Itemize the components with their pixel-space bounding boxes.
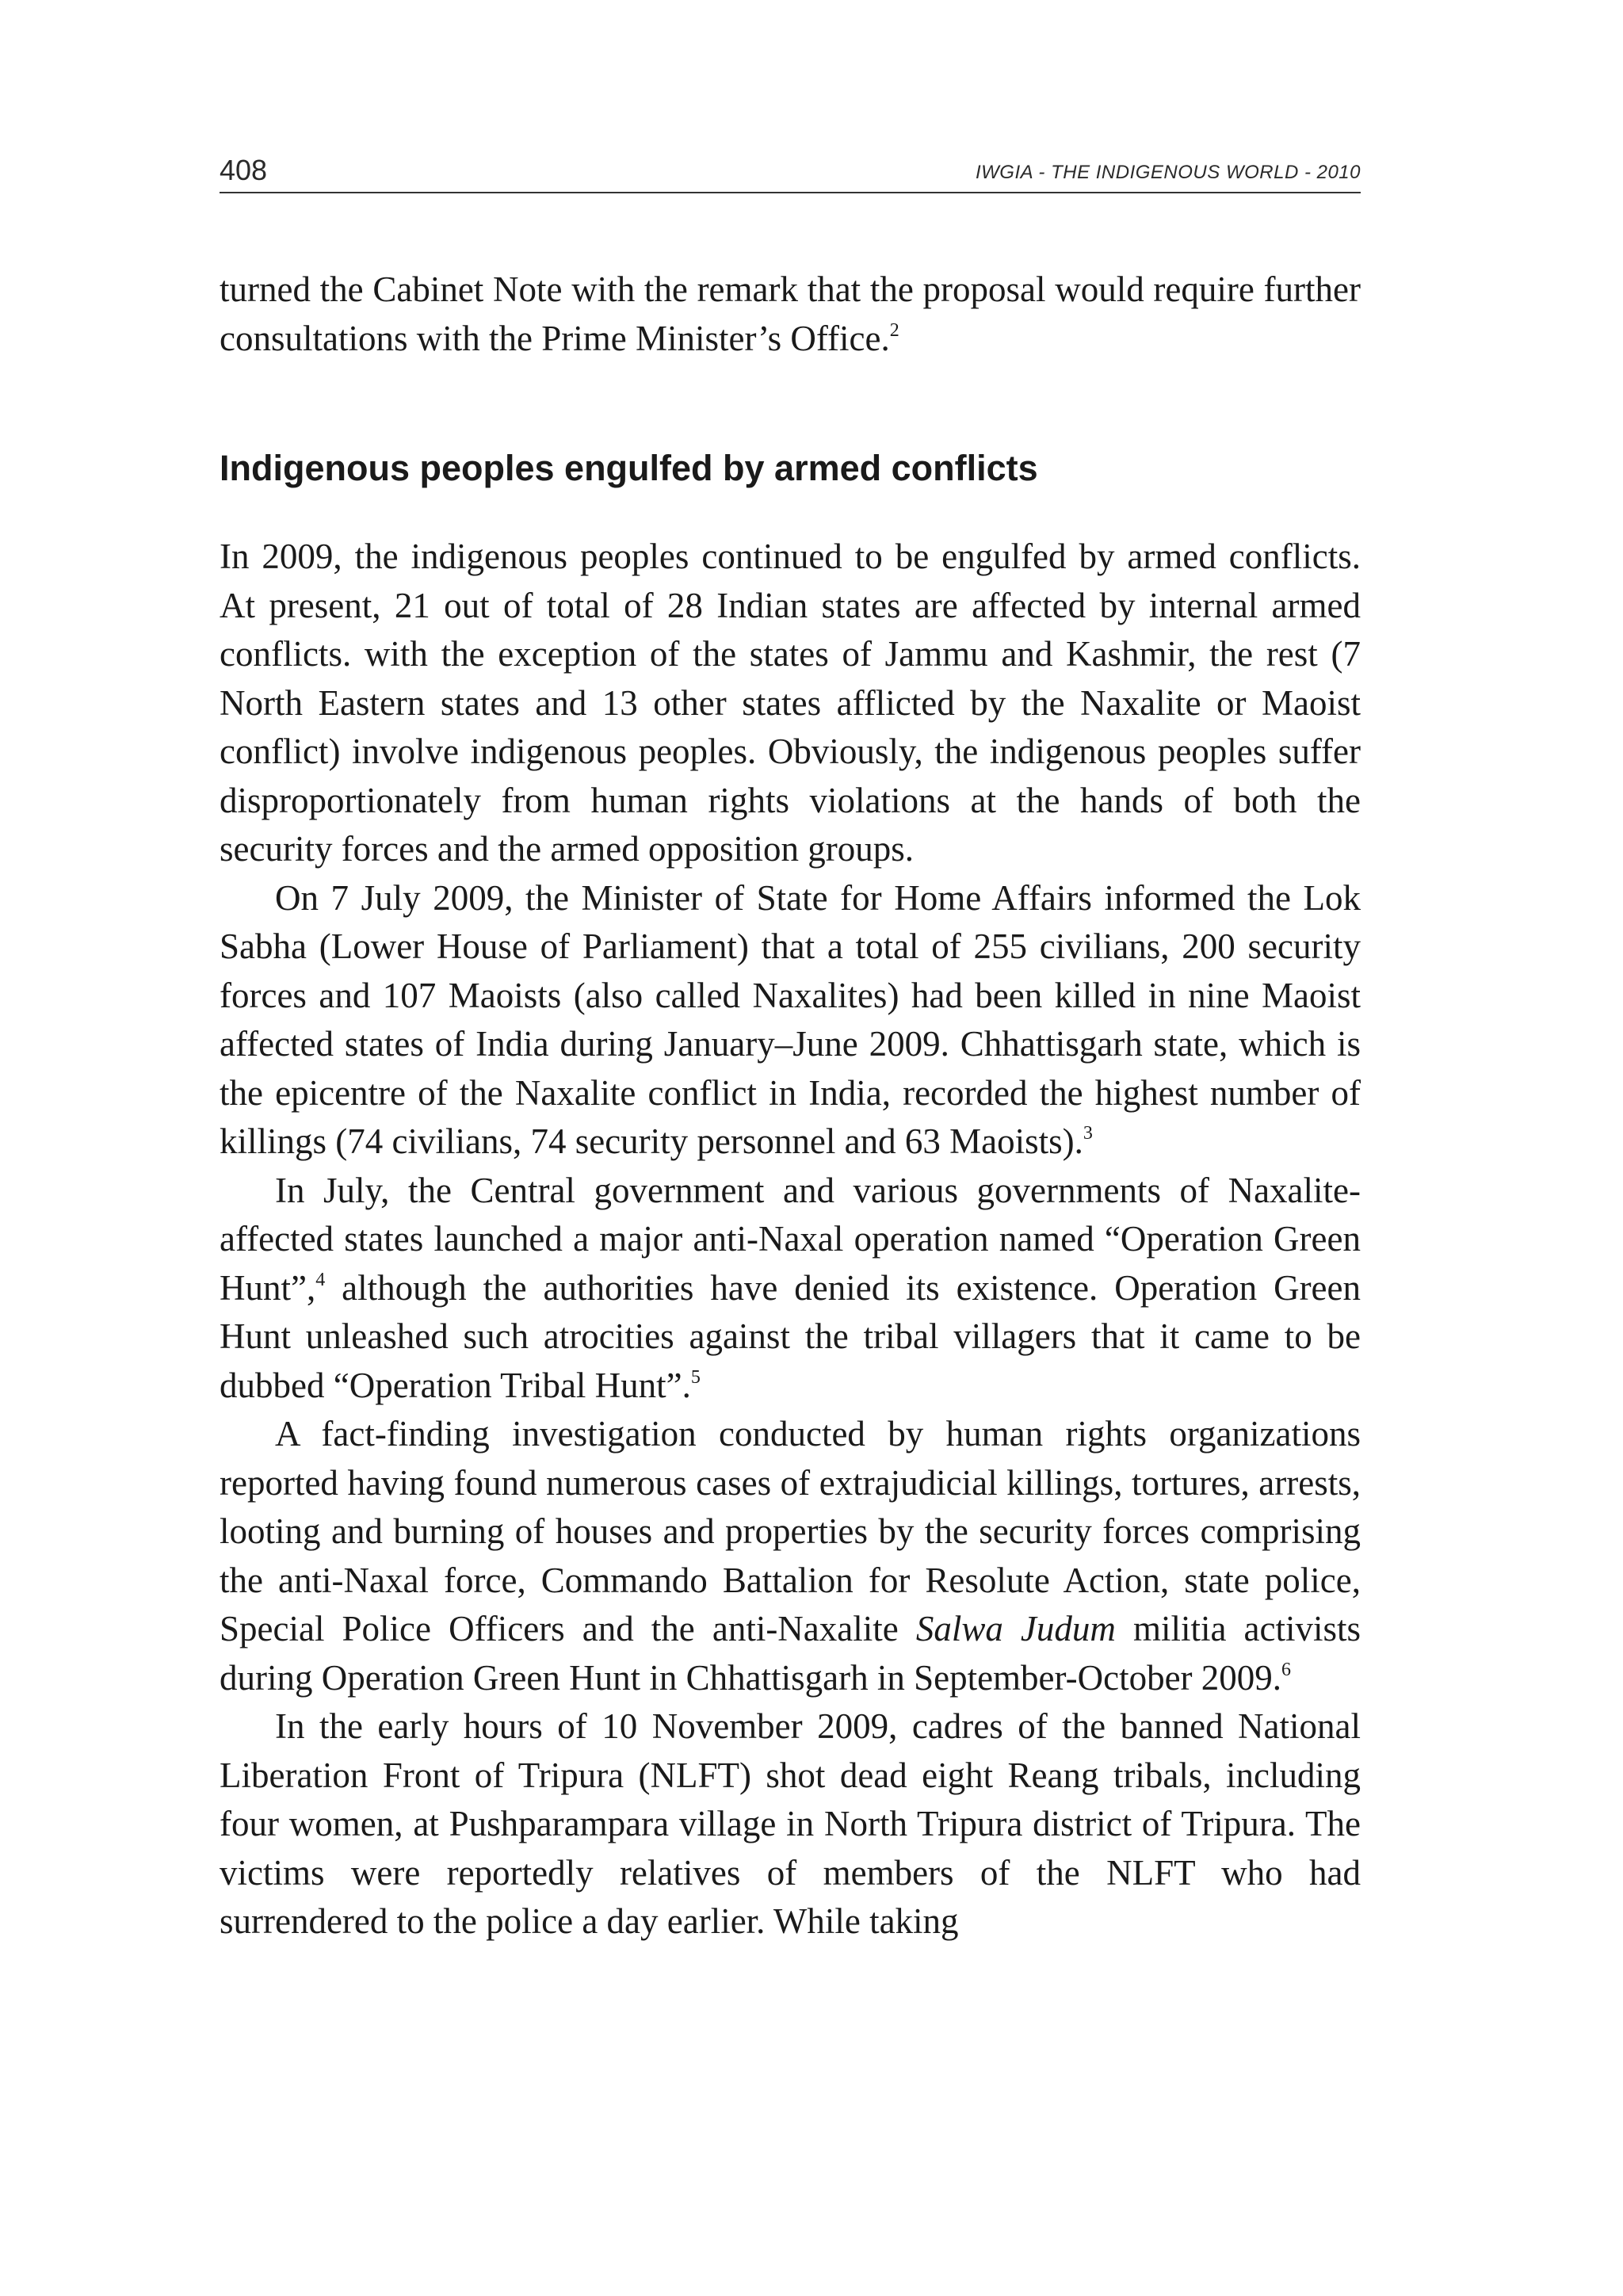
paragraph-4-text-b: militia activists during Operation Green Hunt in Chhattisgarh in September-October 2009. <box>220 1609 1361 1698</box>
paragraph-2 <box>220 874 1361 1167</box>
page-header <box>220 151 1361 193</box>
footnote-ref-4: 4 <box>315 1269 326 1290</box>
paragraph-3-text-b: although the authorities have denied its existence. Operation Green Hunt unleashed such atrocities against the tribal villagers that it came to be dubbed “Operation Tribal Hunt”. <box>220 1267 1361 1405</box>
paragraph-4 <box>220 1410 1361 1702</box>
section-heading: Indigenous peoples engulfed by armed conflicts <box>220 448 1038 488</box>
book-page <box>220 151 1361 1946</box>
footnote-ref-6: 6 <box>1281 1659 1292 1680</box>
paragraph-4-text-a: A fact-finding investigation conducted by human rights organizations reported having found numerous cases of extrajudicial killings, tortures, arrests, looting and burning of houses and properties by the security forces comprising the anti-Naxal force, Commando Battalion for Resolute Action, state police, Special Police Officers and the anti-Naxalite <box>220 1414 1361 1648</box>
paragraph-4-italic-term: Salwa Judum <box>915 1609 1116 1648</box>
running-head: IWGIA - THE INDIGENOUS WORLD - 2010 <box>975 162 1361 183</box>
page-number: 408 <box>220 154 268 186</box>
footnote-ref-5: 5 <box>690 1366 701 1388</box>
paragraph-2-text: On 7 July 2009, the Minister of State for Home Affairs informed the Lok Sabha (Lower House of Parliament) that a total of 255 civilians, 200 security forces and 107 Maoists (also called Naxalites) had been killed in nine Maoist affected states of India during January–June 2009. Chhattisgarh state, which is the epicentre of the Naxalite conflict in India, recorded the highest number of killings (74 civilians, 74 security personnel and 63 Maoists). <box>220 877 1361 1161</box>
paragraph-3 <box>220 1167 1361 1411</box>
continuation-text: turned the Cabinet Note with the remark that the proposal would require further consultations with the Prime Minister’s Office. <box>220 269 1361 358</box>
paragraph-5-text: In the early hours of 10 November 2009, cadres of the banned National Liberation Front of Tripura (NLFT) shot dead eight Reang tribals, including four women, at Pushparampara village in North Tripura district of Tripura. The victims were reportedly relatives of members of the NLFT who had surrendered to the police a day earlier. While taking <box>220 1706 1361 1941</box>
paragraph-1-text: In 2009, the indigenous peoples continued to be engulfed by armed conflicts. At present, 21 out of total of 28 Indian states are affected by internal armed conflicts. with the exception of the states of Jammu and Kashmir, the rest (7 North Eastern states and 13 other states afflicted by the Naxalite or Maoist conflict) involve indigenous peoples. Obviously, the indigenous peoples suffer disproportionately from human rights violations at the hands of both the security forces and the armed opposition groups. <box>220 537 1361 869</box>
continuation-paragraph <box>220 266 1361 363</box>
paragraph-1 <box>220 533 1361 874</box>
body-text <box>220 266 1361 1946</box>
paragraph-3-text-a: In July, the Central government and various governments of Naxalite-affected states launched a major anti-Naxal operation named “Operation Green Hunt”, <box>220 1170 1361 1308</box>
paragraph-5 <box>220 1702 1361 1946</box>
footnote-ref-2: 2 <box>889 319 899 341</box>
footnote-ref-3: 3 <box>1083 1123 1093 1144</box>
